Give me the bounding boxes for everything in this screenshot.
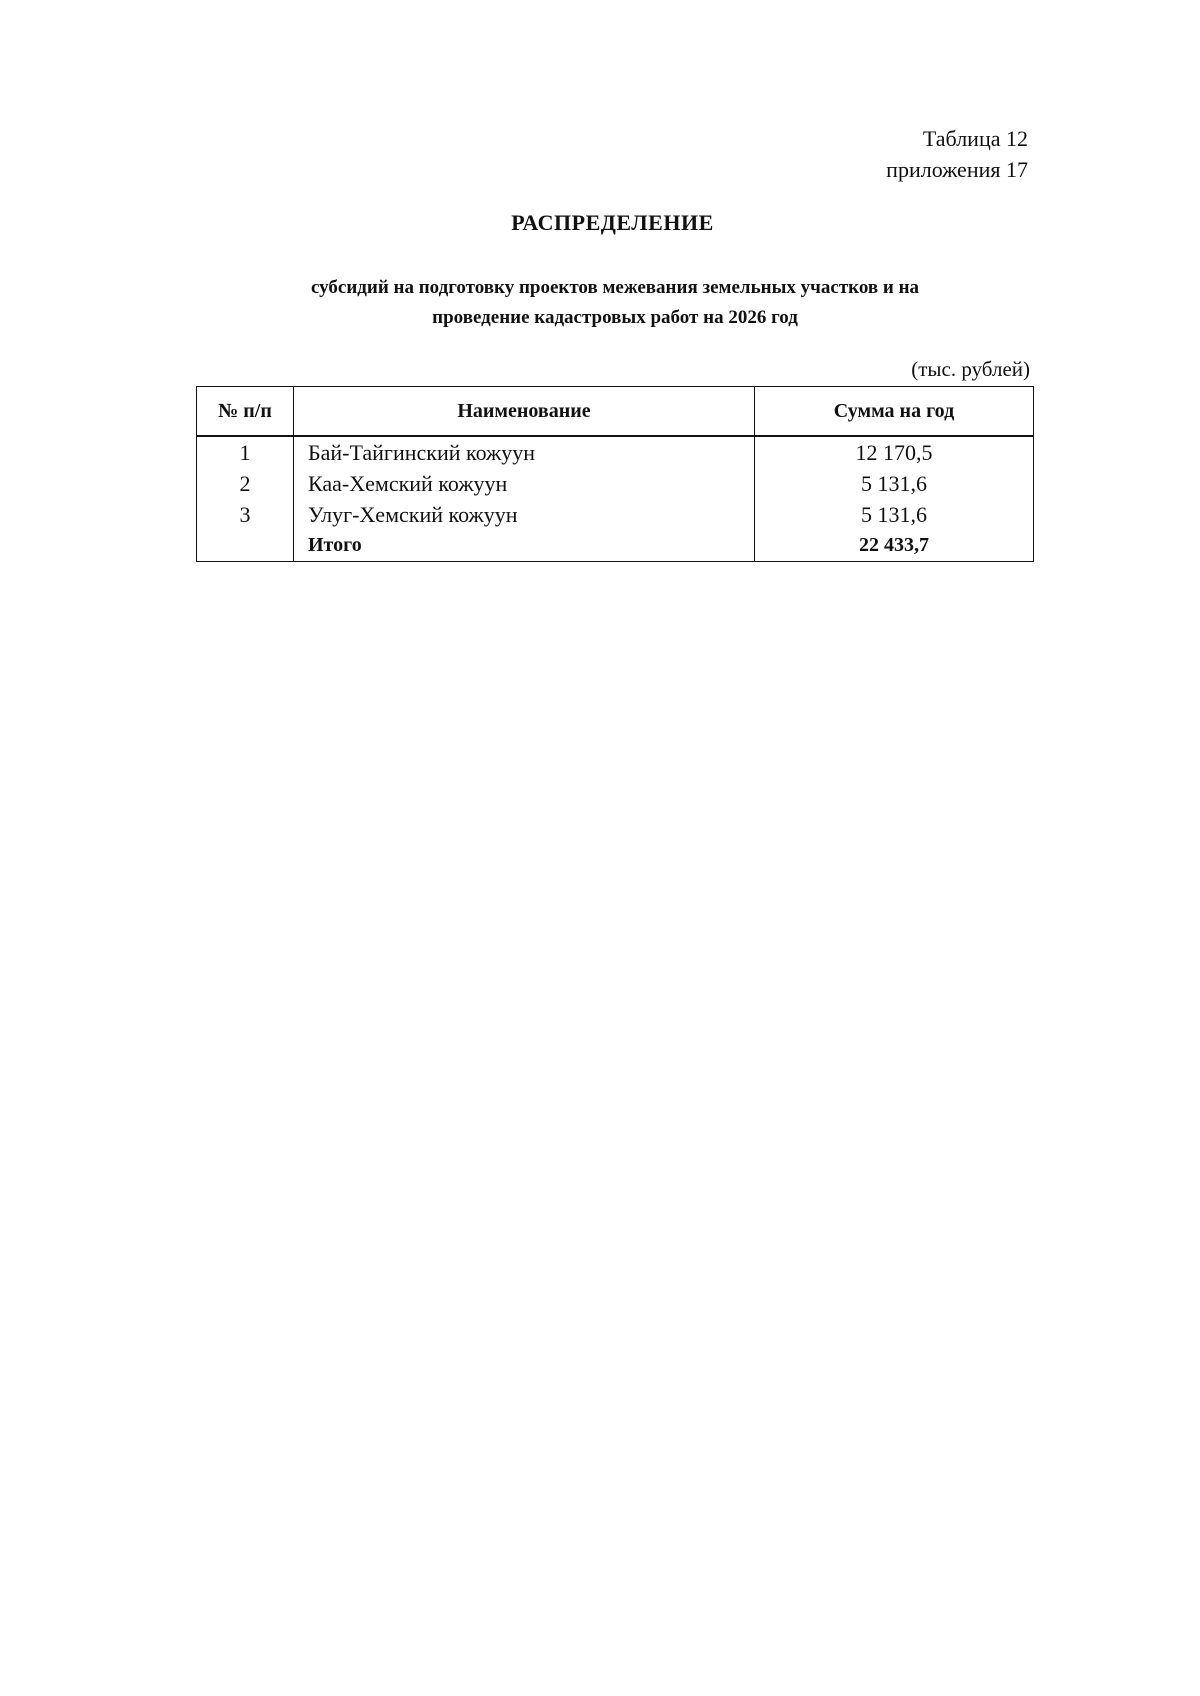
row-sum: 12 170,5 [755, 436, 1034, 468]
table-row [197, 468, 1034, 499]
total-sum: 22 433,7 [755, 530, 1034, 562]
row-num: 3 [197, 499, 294, 530]
row-num: 2 [197, 468, 294, 499]
table-row [197, 499, 1034, 530]
row-name: Каа-Хемский кожуун [294, 468, 755, 499]
document-subtitle-line-1: субсидий на подготовку проектов межевания земельных участков и на [310, 277, 920, 298]
document-subtitle-line-2: проведение кадастровых работ на 2026 год [432, 307, 798, 328]
row-name: Бай-Тайгинский кожуун [294, 436, 755, 468]
row-num: 1 [197, 436, 294, 468]
table-reference: Таблица 12 [922, 126, 1028, 151]
document-title: РАСПРЕДЕЛЕНИЕ [511, 210, 714, 235]
row-sum: 5 131,6 [755, 499, 1034, 530]
row-name: Улуг-Хемский кожуун [294, 499, 755, 530]
total-label: Итого [294, 530, 755, 562]
total-num [197, 530, 294, 562]
table-header-row [197, 387, 1034, 437]
allocation-table [196, 386, 1034, 562]
table-row [197, 436, 1034, 468]
unit-note: (тыс. рублей) [911, 357, 1030, 381]
header-num: № п/п [197, 387, 294, 437]
header-name: Наименование [294, 387, 755, 437]
total-row [197, 530, 1034, 562]
row-sum: 5 131,6 [755, 468, 1034, 499]
header-sum: Сумма на год [755, 387, 1034, 437]
appendix-reference: приложения 17 [886, 157, 1028, 182]
